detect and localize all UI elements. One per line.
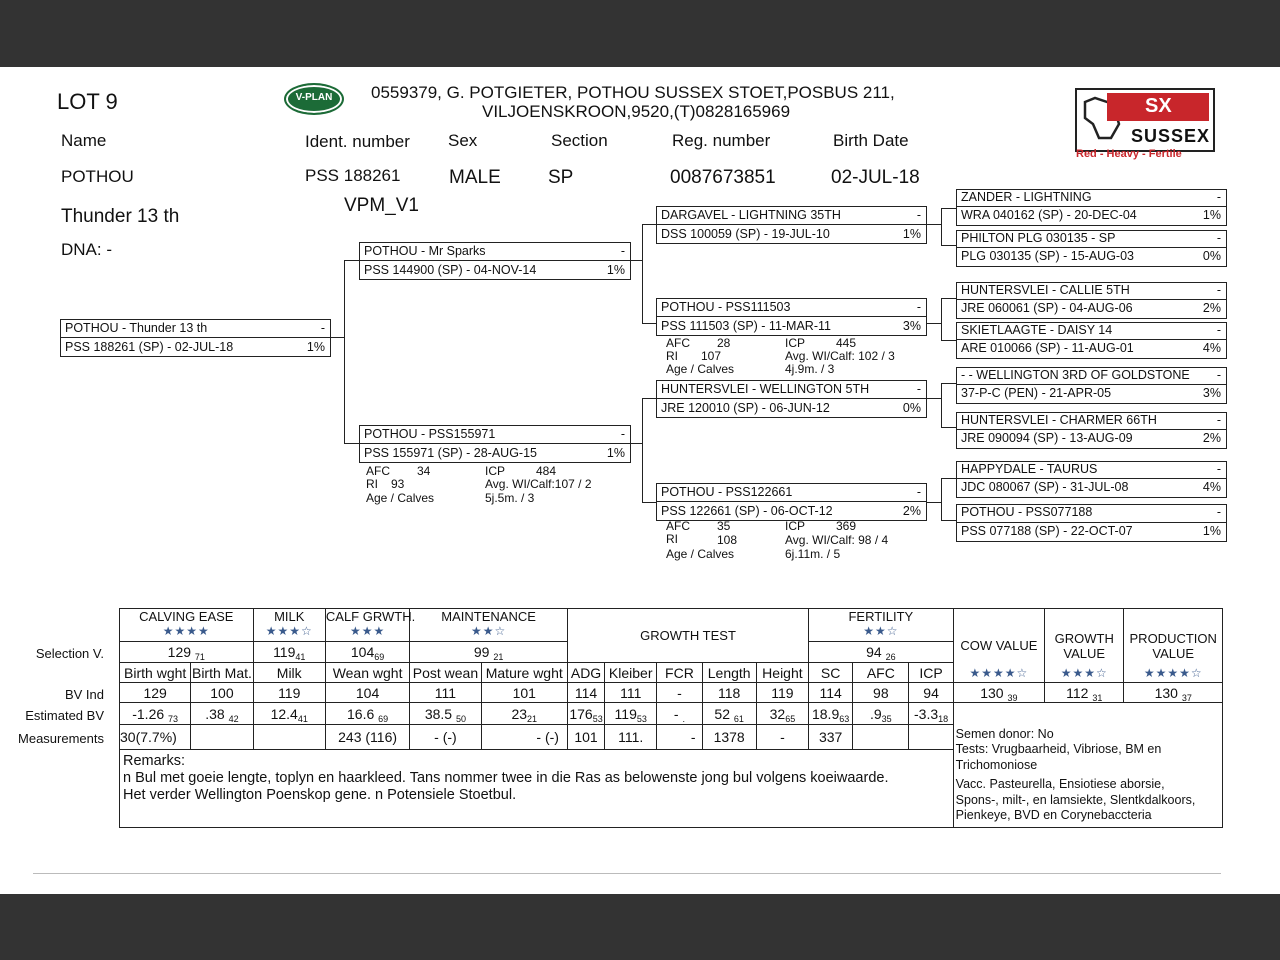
bv-cell: 104 [325,683,409,703]
col-header: ADG [567,663,604,683]
connector [941,478,957,479]
group-fertility: FERTILITY ★★☆ [809,609,954,642]
sussex-tagline: Red - Heavy - Fertile [1076,148,1182,160]
meas-cell: 1378 [702,725,756,750]
calf-stars: ★★★ [349,624,386,638]
cow-value-stars: ★★★★☆ [969,666,1029,680]
est-cell: $18.9_{63}$ [809,703,853,725]
connector [642,323,657,324]
pedigree-box-gg6: HUNTERSVLEI - CHARMER 66TH - JRE 090094 (SP) - 13-AUG-09 2% [956,412,1227,449]
connector [329,337,345,338]
bottom-bar [0,894,1280,960]
meas-cell: - [657,725,702,750]
row-label-measurements: Measurements [18,731,104,746]
pedigree-box-sire-sire: DARGAVEL - LIGHTNING 35TH - DSS 100059 (SP) - 19-JUL-10 1% [656,206,927,244]
growth-value-header: GROWTH VALUE [1045,609,1124,683]
pedigree-box-gg8: POTHOU - PSS077188 - PSS 077188 (SP) - 22-OCT-07 1% [956,504,1227,542]
top-bar [0,0,1280,67]
animal-notes [953,725,1222,828]
meas-cell: 243 (116) [325,725,409,750]
bv-cell: 118 [702,683,756,703]
tests-line-1: Tests: Vrugbaarheid, Vibriose, BM en [955,742,1162,756]
meas-cell: 30(7.7%) [120,725,191,750]
ident-number: PSS 188261 [305,166,401,185]
est-cell: 16.6 $_{69}$ [325,703,409,725]
connector [925,323,942,324]
connector [344,260,345,444]
col-header: FCR [657,663,702,683]
sel-fertility: 94 $_{26}$ [809,642,954,663]
pedigree-box-animal: POTHOU - Thunder 13 th - PSS 188261 (SP) - 02-JUL-18 1% [60,319,331,357]
remarks-line-2: Het verder Wellington Poenskop gene. n Potensiele Stoetbul. [123,787,517,803]
meas-cell [909,725,953,750]
cow-value: ★★★★☆ 130 $_{39}$ [953,683,1044,703]
vpm-label: VPM_V1 [344,195,419,216]
sel-calving: 129 $_{71}$ [120,642,254,663]
meas-cell: - (-) [481,725,567,750]
vacc-line-3: Pienkeye, BVD en Corynebaccteria [955,808,1152,822]
connector [925,398,942,399]
breeding-value-table [119,608,1223,828]
connector [941,208,957,209]
vacc-line-1: Vacc. Pasteurella, Ensiotiese aborsie, [955,777,1165,791]
connector [941,427,957,428]
est-cell: $23_{21}$ [481,703,567,725]
pedigree-box-sire-dam: POTHOU - PSS111503 - PSS 111503 (SP) - 11-MAR-11 3% [656,298,927,336]
bv-cell: 114 [567,683,604,703]
birth-label: Birth Date [833,131,909,150]
tests-line-2: Trichomoniose [955,757,1038,772]
bv-cell: 114 [809,683,853,703]
maintenance-stars: ★★☆ [470,624,507,638]
est-cell: $119_{53}$ [605,703,657,725]
col-header: Height [756,663,808,683]
group-maintenance: MAINTENANCE ★★☆ [410,609,568,642]
est-values-blank [953,703,1222,725]
calving-stars: ★★★★ [162,624,210,638]
row-label-selection: Selection V. [35,646,104,661]
sex-label: Sex [448,131,478,150]
reg-number: 0087673851 [670,167,776,188]
growth-value: ★★★☆ 112 $_{31}$ [1045,683,1124,703]
row-label-bv: BV Ind [64,687,104,702]
sex-value: MALE [449,167,501,188]
col-header: Milk [253,663,325,683]
connector [941,340,957,341]
footer-divider [33,873,1221,874]
name-label: Name [61,131,107,150]
meas-cell: - (-) [410,725,481,750]
connector [941,298,957,299]
meas-cell [191,725,253,750]
meas-cell [253,725,325,750]
bv-cell: 94 [909,683,953,703]
pedigree-box-gg3: HUNTERSVLEI - CALLIE 5TH - JRE 060061 (SP) - 04-AUG-06 2% [956,282,1227,319]
lot-number: LOT 9 [57,89,118,114]
bv-cell: 100 [191,683,253,703]
connector [642,398,657,399]
birth-date: 02-JUL-18 [831,167,920,188]
col-header: Mature wght [481,663,567,683]
col-header: AFC [853,663,909,683]
animal-subname: Thunder 13 th [61,206,180,227]
connector [344,443,360,444]
bv-cell: - [657,683,702,703]
est-cell: 52 $_{61}$ [702,703,756,725]
sel-milk: $119_{41}$ [253,642,325,663]
remarks-cell [120,750,954,828]
est-cell: -1.26 $_{73}$ [120,703,191,725]
connector [344,260,360,261]
reg-label: Reg. number [672,131,771,150]
vplan-logo: V-PLAN [284,83,344,115]
pedigree-box-gg7: HAPPYDALE - TAURUS - JDC 080067 (SP) - 31-JUL-08 4% [956,461,1227,498]
group-calf-growth: CALF GRWTH. ★★★ [325,609,409,642]
est-cell: $.9_{35}$ [853,703,909,725]
semen-donor: Semen donor: No [955,726,1054,741]
connector [629,260,643,261]
pedigree-box-dam-dam: POTHOU - PSS122661 - PSS 122661 (SP) - 06-OCT-12 2% [656,483,927,521]
owner-line-1: 0559379, G. POTGIETER, POTHOU SUSSEX STOET,POSBUS 211, [371,83,895,102]
pedigree-box-gg1: ZANDER - LIGHTNING - WRA 040162 (SP) - 20-DEC-04 1% [956,189,1227,226]
bv-cell: 111 [605,683,657,703]
connector [642,398,643,503]
sel-calf: $104_{69}$ [325,642,409,663]
pedigree-box-gg2: PHILTON PLG 030135 - SP - PLG 030135 (SP) - 15-AUG-03 0% [956,230,1227,267]
col-header: SC [809,663,853,683]
col-header: Birth wght [120,663,191,683]
bv-cell: 119 [253,683,325,703]
meas-cell: 111. [605,725,657,750]
col-header: Post wean [410,663,481,683]
group-growth-test: GROWTH TEST [567,609,808,663]
section-label: Section [551,131,608,150]
est-cell: 38.5 $_{50}$ [410,703,481,725]
remarks-label: Remarks: [123,753,186,769]
growth-value-stars: ★★★☆ [1060,666,1108,680]
sel-maintenance: 99 $_{21}$ [410,642,568,663]
meas-cell: 337 [809,725,853,750]
connector [941,245,957,246]
cow-value-header: COW VALUE [953,609,1044,683]
est-cell: .38 $_{42}$ [191,703,253,725]
connector [642,502,657,503]
est-cell: $12.4_{41}$ [253,703,325,725]
row-label-estimated: Estimated BV [25,708,104,723]
production-value-header: PRODUCTION VALUE [1124,609,1223,683]
group-calving-ease: CALVING EASE ★★★★ [120,609,254,642]
pedigree-box-gg5: - - WELLINGTON 3RD OF GOLDSTONE - 37-P-C (PEN) - 21-APR-05 3% [956,367,1227,404]
est-cell: - $_.$ [657,703,702,725]
connector [941,298,942,341]
production-value: ★★★★☆ 130 $_{37}$ [1124,683,1223,703]
bv-cell: 129 [120,683,191,703]
production-value-stars: ★★★★☆ [1143,666,1203,680]
col-header: Length [702,663,756,683]
connector [941,383,957,384]
owner-line-2: VILJOENSKROON,9520,(T)0828165969 [482,102,791,121]
meas-cell: 101 [567,725,604,750]
connector [941,208,942,246]
pedigree-box-sire: POTHOU - Mr Sparks - PSS 144900 (SP) - 04-NOV-14 1% [359,242,631,280]
pedigree-box-dam-sire: HUNTERSVLEI - WELLINGTON 5TH - JRE 120010 (SP) - 06-JUN-12 0% [656,380,927,418]
meas-cell [853,725,909,750]
dna-label: DNA: - [61,240,112,259]
group-milk: MILK ★★★☆ [253,609,325,642]
fertility-stars: ★★☆ [863,624,899,638]
col-header: Kleiber [605,663,657,683]
bv-cell: 98 [853,683,909,703]
connector [642,224,657,225]
section-value: SP [548,167,574,188]
connector [642,224,643,324]
animal-name: POTHOU [61,167,134,186]
meas-cell: - [756,725,808,750]
sussex-logo: SX SUSSEX [1075,88,1215,152]
connector [629,443,643,444]
est-cell: $176_{53}$ [567,703,604,725]
col-header: Wean wght [325,663,409,683]
connector [925,502,942,503]
pedigree-box-dam: POTHOU - PSS155971 - PSS 155971 (SP) - 28-AUG-15 1% [359,425,631,463]
pedigree-box-gg4: SKIETLAAGTE - DAISY 14 - ARE 010066 (SP) - 11-AUG-01 4% [956,322,1227,359]
ident-label: Ident. number [305,132,410,151]
connector [941,478,942,521]
connector [941,520,957,521]
col-header: Birth Mat. [191,664,252,681]
bv-cell: 101 [481,683,567,703]
col-header: ICP [909,663,953,683]
connector [925,224,942,225]
vacc-line-2: Spons-, milt-, en lamsiekte, Slentkdalkoors, [955,792,1196,807]
remarks-line-1: n Bul met goeie lengte, toplyn en haarkleed. Tans nommer twee in die Ras as belowenste jong bul volgens koeiwaarde. [123,770,889,786]
bv-cell: 111 [410,683,481,703]
milk-stars: ★★★☆ [265,624,313,638]
bv-cell: 119 [756,683,808,703]
est-cell: $32_{65}$ [756,703,808,725]
connector [941,383,942,428]
est-cell: $-3.3_{18}$ [909,703,953,725]
